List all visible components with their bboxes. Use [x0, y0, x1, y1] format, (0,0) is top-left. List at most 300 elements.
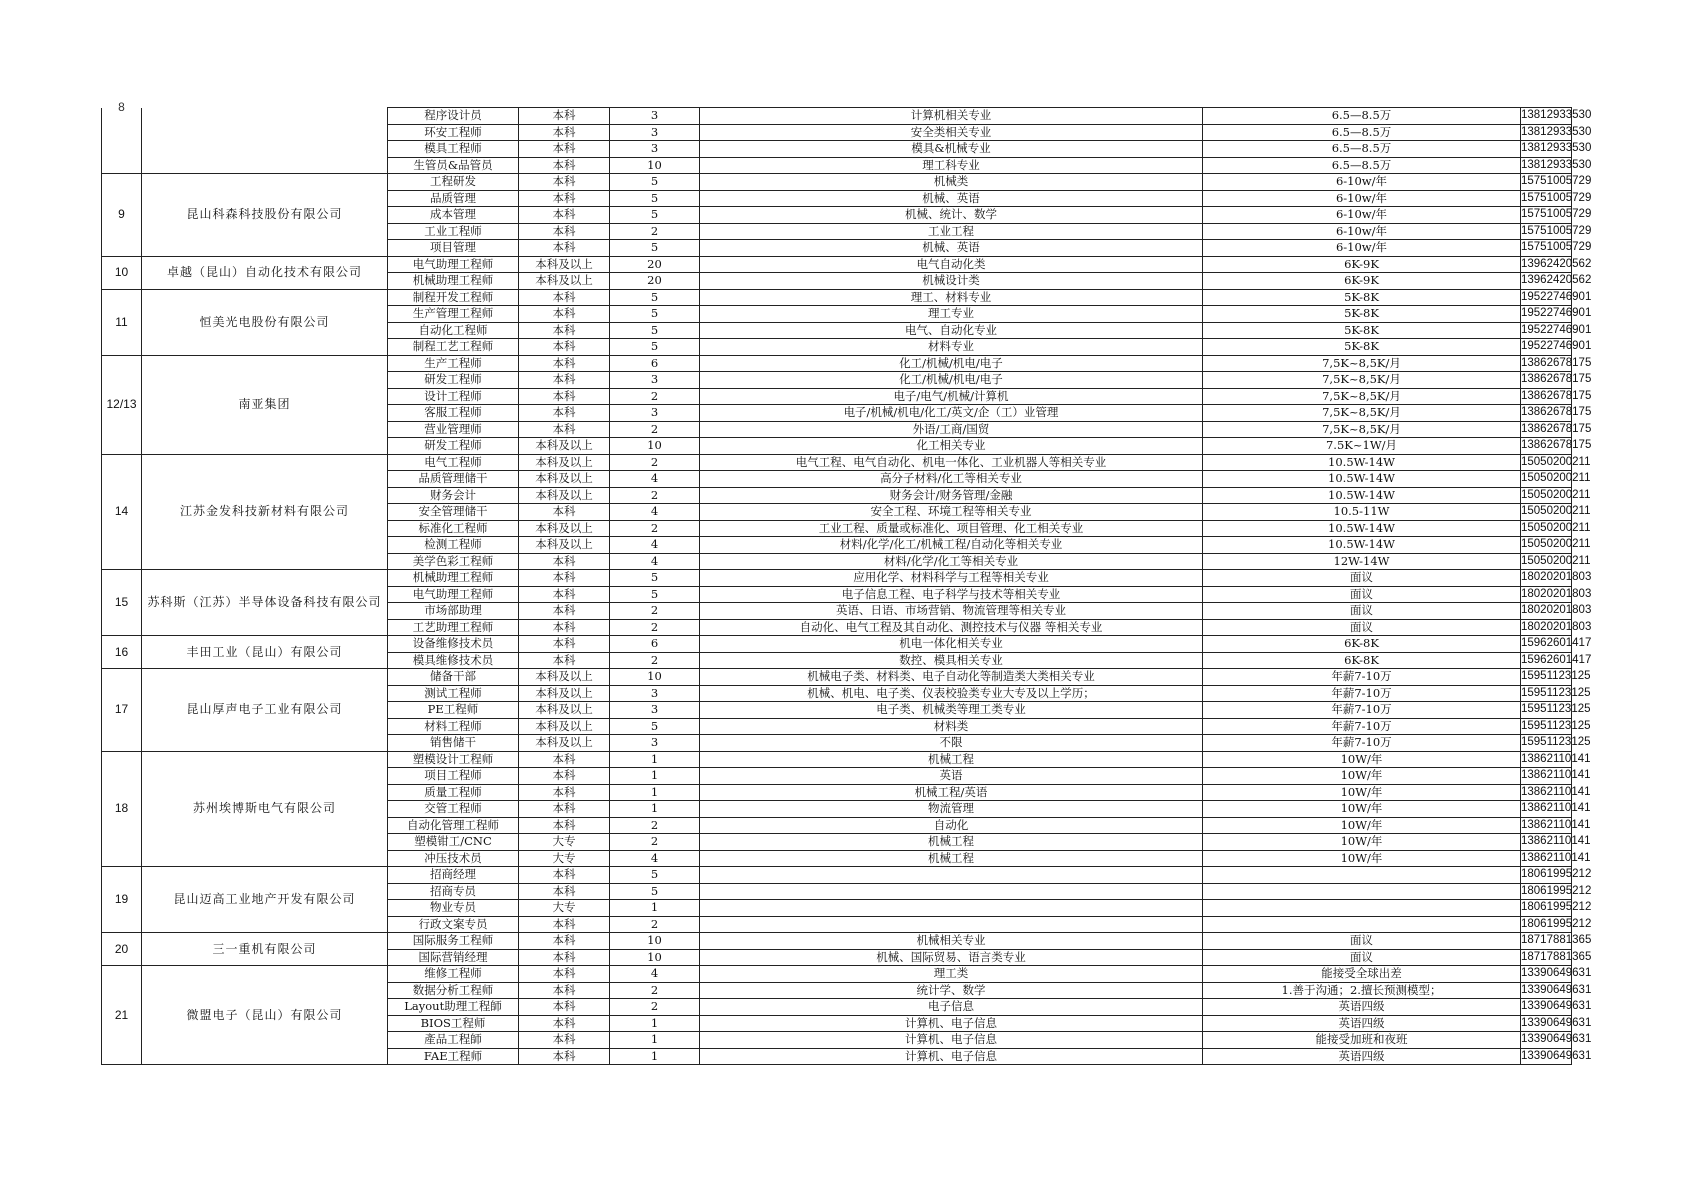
education-cell: 本科 — [519, 652, 610, 669]
job-position-cell: 标准化工程师 — [388, 520, 519, 537]
major-cell: 材料专业 — [700, 339, 1203, 356]
job-position-cell: 测试工程师 — [388, 685, 519, 702]
education-cell: 本科 — [519, 124, 610, 141]
phone-cell: 18020201803 — [1521, 586, 1572, 603]
headcount-cell: 2 — [610, 916, 700, 933]
phone-cell: 13962420562 — [1521, 256, 1572, 273]
major-cell: 机械、国际贸易、语言类专业 — [700, 949, 1203, 966]
company-name-cell: 江苏金发科技新材料有限公司 — [142, 454, 388, 570]
education-cell: 本科 — [519, 141, 610, 158]
headcount-cell: 1 — [610, 751, 700, 768]
education-cell: 本科及以上 — [519, 702, 610, 719]
major-cell: 不限 — [700, 735, 1203, 752]
table-row — [102, 256, 1572, 273]
headcount-cell: 2 — [610, 421, 700, 438]
salary-cell: 6K-9K — [1203, 273, 1521, 290]
salary-cell: 6.5—8.5万 — [1203, 108, 1521, 125]
education-cell: 本科 — [519, 817, 610, 834]
education-cell: 本科 — [519, 405, 610, 422]
phone-cell: 18717881365 — [1521, 933, 1572, 950]
phone-cell: 18020201803 — [1521, 603, 1572, 620]
major-cell: 机械电子类、材料类、电子自动化等制造类大类相关专业 — [700, 669, 1203, 686]
salary-cell: 年薪7-10万 — [1203, 685, 1521, 702]
headcount-cell: 1 — [610, 801, 700, 818]
education-cell: 本科 — [519, 1032, 610, 1049]
headcount-cell: 10 — [610, 669, 700, 686]
company-name-cell: 昆山迈高工业地产开发有限公司 — [142, 867, 388, 933]
salary-cell: 面议 — [1203, 603, 1521, 620]
education-cell: 本科及以上 — [519, 487, 610, 504]
salary-cell: 6K-9K — [1203, 256, 1521, 273]
table-row — [102, 570, 1572, 587]
phone-cell: 13812933530 — [1521, 124, 1572, 141]
salary-cell: 面议 — [1203, 933, 1521, 950]
major-cell: 统计学、数学 — [700, 982, 1203, 999]
education-cell: 本科 — [519, 240, 610, 257]
phone-cell: 15951123125 — [1521, 718, 1572, 735]
job-position-cell: 研发工程师 — [388, 438, 519, 455]
salary-cell: 6K-8K — [1203, 636, 1521, 653]
major-cell: 机械、英语 — [700, 190, 1203, 207]
major-cell: 材料/化学/化工等相关专业 — [700, 553, 1203, 570]
headcount-cell: 10 — [610, 438, 700, 455]
major-cell: 理工、材料专业 — [700, 289, 1203, 306]
major-cell: 工业工程 — [700, 223, 1203, 240]
headcount-cell: 4 — [610, 553, 700, 570]
company-index-cell: 11 — [102, 289, 142, 355]
salary-cell: 7,5K~8,5K/月 — [1203, 355, 1521, 372]
job-position-cell: 塑模钳工/CNC — [388, 834, 519, 851]
major-cell: 电子信息 — [700, 999, 1203, 1016]
headcount-cell: 2 — [610, 834, 700, 851]
phone-cell: 13862110141 — [1521, 784, 1572, 801]
salary-cell — [1203, 916, 1521, 933]
salary-cell: 7,5K~8,5K/月 — [1203, 372, 1521, 389]
headcount-cell: 4 — [610, 966, 700, 983]
phone-cell: 13862678175 — [1521, 438, 1572, 455]
major-cell: 财务会计/财务管理/金融 — [700, 487, 1203, 504]
headcount-cell: 5 — [610, 718, 700, 735]
job-position-cell: 塑模设计工程师 — [388, 751, 519, 768]
education-cell: 本科 — [519, 982, 610, 999]
company-name-cell: 丰田工业（昆山）有限公司 — [142, 636, 388, 669]
education-cell: 本科 — [519, 372, 610, 389]
salary-cell: 年薪7-10万 — [1203, 735, 1521, 752]
job-position-cell: 销售储干 — [388, 735, 519, 752]
salary-cell: 5K-8K — [1203, 322, 1521, 339]
job-position-cell: 招商经理 — [388, 867, 519, 884]
phone-cell: 15050200211 — [1521, 454, 1572, 471]
phone-cell: 15751005729 — [1521, 190, 1572, 207]
company-index-cell: 12/13 — [102, 355, 142, 454]
headcount-cell: 2 — [610, 817, 700, 834]
salary-cell: 英语四级 — [1203, 999, 1521, 1016]
table-row — [102, 966, 1572, 983]
education-cell: 本科 — [519, 586, 610, 603]
phone-cell: 15951123125 — [1521, 702, 1572, 719]
major-cell: 机械、机电、电子类、仪表校验类专业大专及以上学历； — [700, 685, 1203, 702]
headcount-cell: 1 — [610, 768, 700, 785]
major-cell: 电子/电气/机械/计算机 — [700, 388, 1203, 405]
job-position-cell: 财务会计 — [388, 487, 519, 504]
table-row — [102, 108, 1572, 125]
company-name-cell: 微盟电子（昆山）有限公司 — [142, 966, 388, 1065]
job-position-cell: BIOS工程师 — [388, 1015, 519, 1032]
salary-cell: 10W/年 — [1203, 801, 1521, 818]
education-cell: 本科 — [519, 949, 610, 966]
company-index-cell: 15 — [102, 570, 142, 636]
company-index-cell — [102, 99, 142, 174]
salary-cell: 7.5K~1W/月 — [1203, 438, 1521, 455]
job-position-cell: 研发工程师 — [388, 372, 519, 389]
salary-cell: 10.5W-14W — [1203, 487, 1521, 504]
headcount-cell: 1 — [610, 900, 700, 917]
job-position-cell: 自动化管理工程师 — [388, 817, 519, 834]
job-position-cell: 储备干部 — [388, 669, 519, 686]
major-cell: 电子/机械/机电/化工/英文/企（工）业管理 — [700, 405, 1203, 422]
major-cell — [700, 900, 1203, 917]
headcount-cell: 2 — [610, 999, 700, 1016]
phone-cell: 13862110141 — [1521, 768, 1572, 785]
headcount-cell: 20 — [610, 273, 700, 290]
major-cell: 机械工程/英语 — [700, 784, 1203, 801]
job-position-cell: 冲压技术员 — [388, 850, 519, 867]
headcount-cell: 5 — [610, 174, 700, 191]
job-position-cell: 行政文案专员 — [388, 916, 519, 933]
headcount-cell: 2 — [610, 603, 700, 620]
salary-cell: 10W/年 — [1203, 784, 1521, 801]
company-name-cell: 恒美光电股份有限公司 — [142, 289, 388, 355]
job-position-cell: 工业工程师 — [388, 223, 519, 240]
job-position-cell: 物业专员 — [388, 900, 519, 917]
company-index-cell: 17 — [102, 669, 142, 752]
job-position-cell: 营业管理师 — [388, 421, 519, 438]
headcount-cell: 5 — [610, 289, 700, 306]
phone-cell: 19522746901 — [1521, 306, 1572, 323]
company-name-cell: 苏科斯（江苏）半导体设备科技有限公司 — [142, 570, 388, 636]
headcount-cell: 10 — [610, 933, 700, 950]
headcount-cell: 4 — [610, 537, 700, 554]
major-cell: 安全工程、环境工程等相关专业 — [700, 504, 1203, 521]
education-cell: 本科 — [519, 174, 610, 191]
education-cell: 本科 — [519, 801, 610, 818]
headcount-cell: 3 — [610, 372, 700, 389]
phone-cell: 13862110141 — [1521, 801, 1572, 818]
major-cell: 应用化学、材料科学与工程等相关专业 — [700, 570, 1203, 587]
headcount-cell: 6 — [610, 355, 700, 372]
phone-cell: 15050200211 — [1521, 520, 1572, 537]
education-cell: 本科 — [519, 933, 610, 950]
job-position-cell: 自动化工程师 — [388, 322, 519, 339]
phone-cell: 15751005729 — [1521, 223, 1572, 240]
company-index-cell: 18 — [102, 751, 142, 867]
education-cell: 大专 — [519, 900, 610, 917]
job-position-cell: 制程开发工程师 — [388, 289, 519, 306]
salary-cell: 7,5K~8,5K/月 — [1203, 388, 1521, 405]
education-cell: 本科及以上 — [519, 273, 610, 290]
headcount-cell: 3 — [610, 702, 700, 719]
education-cell: 本科 — [519, 355, 610, 372]
major-cell: 自动化 — [700, 817, 1203, 834]
job-position-cell: Layout助理工程師 — [388, 999, 519, 1016]
phone-cell: 13862678175 — [1521, 372, 1572, 389]
company-index-cell: 20 — [102, 933, 142, 966]
phone-cell: 13812933530 — [1521, 157, 1572, 174]
major-cell: 计算机、电子信息 — [700, 1032, 1203, 1049]
company-index-cell: 16 — [102, 636, 142, 669]
phone-cell: 15751005729 — [1521, 207, 1572, 224]
job-position-cell: 材料工程师 — [388, 718, 519, 735]
job-position-cell: 环安工程师 — [388, 124, 519, 141]
headcount-cell: 3 — [610, 685, 700, 702]
education-cell: 本科 — [519, 784, 610, 801]
job-position-cell: 国际服务工程师 — [388, 933, 519, 950]
phone-cell: 13862110141 — [1521, 850, 1572, 867]
headcount-cell: 5 — [610, 586, 700, 603]
major-cell: 外语/工商/国贸 — [700, 421, 1203, 438]
education-cell: 本科 — [519, 339, 610, 356]
salary-cell: 10W/年 — [1203, 817, 1521, 834]
company-name-cell: 昆山科森科技股份有限公司 — [142, 174, 388, 257]
salary-cell: 6K-8K — [1203, 652, 1521, 669]
job-position-cell: 维修工程师 — [388, 966, 519, 983]
major-cell: 化工/机械/机电/电子 — [700, 355, 1203, 372]
headcount-cell: 5 — [610, 883, 700, 900]
phone-cell: 13862678175 — [1521, 405, 1572, 422]
salary-cell: 10W/年 — [1203, 834, 1521, 851]
salary-cell: 10.5W-14W — [1203, 471, 1521, 488]
salary-cell: 6-10w/年 — [1203, 190, 1521, 207]
job-position-cell: 交管工程师 — [388, 801, 519, 818]
headcount-cell: 5 — [610, 570, 700, 587]
education-cell: 本科及以上 — [519, 537, 610, 554]
headcount-cell: 5 — [610, 867, 700, 884]
phone-cell: 13812933530 — [1521, 108, 1572, 125]
salary-cell: 6.5—8.5万 — [1203, 124, 1521, 141]
salary-cell: 10.5W-14W — [1203, 520, 1521, 537]
salary-cell: 面议 — [1203, 619, 1521, 636]
phone-cell: 15050200211 — [1521, 471, 1572, 488]
job-position-cell: 生产工程师 — [388, 355, 519, 372]
major-cell: 物流管理 — [700, 801, 1203, 818]
phone-cell: 18717881365 — [1521, 949, 1572, 966]
major-cell: 机械、统计、数学 — [700, 207, 1203, 224]
job-position-cell: 电气助理工程师 — [388, 256, 519, 273]
major-cell: 计算机、电子信息 — [700, 1015, 1203, 1032]
education-cell: 本科及以上 — [519, 438, 610, 455]
phone-cell: 15951123125 — [1521, 685, 1572, 702]
job-position-cell: 机械助理工程师 — [388, 273, 519, 290]
phone-cell: 13862110141 — [1521, 834, 1572, 851]
job-position-cell: 生产管理工程师 — [388, 306, 519, 323]
headcount-cell: 5 — [610, 306, 700, 323]
headcount-cell: 4 — [610, 850, 700, 867]
salary-cell: 1.善于沟通；2.擅长预测模型； — [1203, 982, 1521, 999]
education-cell: 本科 — [519, 388, 610, 405]
salary-cell: 5K-8K — [1203, 339, 1521, 356]
education-cell: 本科 — [519, 504, 610, 521]
phone-cell: 15050200211 — [1521, 537, 1572, 554]
company-index-cell: 14 — [102, 454, 142, 570]
education-cell: 本科及以上 — [519, 718, 610, 735]
headcount-cell: 1 — [610, 1032, 700, 1049]
job-position-cell: 机械助理工程师 — [388, 570, 519, 587]
education-cell: 大专 — [519, 834, 610, 851]
major-cell: 电子类、机械类等理工类专业 — [700, 702, 1203, 719]
phone-cell: 18061995212 — [1521, 883, 1572, 900]
phone-cell: 15050200211 — [1521, 504, 1572, 521]
education-cell: 本科 — [519, 223, 610, 240]
phone-cell: 13862110141 — [1521, 817, 1572, 834]
salary-cell: 6-10w/年 — [1203, 240, 1521, 257]
job-position-cell: 项目工程师 — [388, 768, 519, 785]
education-cell: 本科 — [519, 883, 610, 900]
major-cell: 理工类 — [700, 966, 1203, 983]
phone-cell: 19522746901 — [1521, 339, 1572, 356]
major-cell: 理工科专业 — [700, 157, 1203, 174]
education-cell: 本科 — [519, 553, 610, 570]
phone-cell: 13390649631 — [1521, 1015, 1572, 1032]
salary-cell: 10W/年 — [1203, 751, 1521, 768]
major-cell: 机械工程 — [700, 850, 1203, 867]
headcount-cell: 5 — [610, 322, 700, 339]
headcount-cell: 4 — [610, 471, 700, 488]
major-cell: 高分子材料/化工等相关专业 — [700, 471, 1203, 488]
job-position-cell: 质量工程师 — [388, 784, 519, 801]
headcount-cell: 1 — [610, 1048, 700, 1065]
job-position-cell: FAE工程师 — [388, 1048, 519, 1065]
education-cell: 本科 — [519, 636, 610, 653]
major-cell: 电气、自动化专业 — [700, 322, 1203, 339]
company-index-cell: 19 — [102, 867, 142, 933]
education-cell: 本科及以上 — [519, 454, 610, 471]
education-cell: 本科 — [519, 108, 610, 125]
salary-cell — [1203, 867, 1521, 884]
salary-cell — [1203, 900, 1521, 917]
salary-cell: 5K-8K — [1203, 306, 1521, 323]
table-row — [102, 174, 1572, 191]
phone-cell: 13390649631 — [1521, 1032, 1572, 1049]
phone-cell: 19522746901 — [1521, 289, 1572, 306]
major-cell: 电气工程、电气自动化、机电一体化、工业机器人等相关专业 — [700, 454, 1203, 471]
education-cell: 本科 — [519, 1048, 610, 1065]
headcount-cell: 5 — [610, 339, 700, 356]
job-position-cell: 美学色彩工程师 — [388, 553, 519, 570]
education-cell: 本科及以上 — [519, 256, 610, 273]
headcount-cell: 3 — [610, 108, 700, 125]
job-position-cell: 电气工程师 — [388, 454, 519, 471]
headcount-cell: 5 — [610, 240, 700, 257]
table-row — [102, 933, 1572, 950]
salary-cell: 7,5K~8,5K/月 — [1203, 421, 1521, 438]
salary-cell: 能接受加班和夜班 — [1203, 1032, 1521, 1049]
salary-cell: 年薪7-10万 — [1203, 702, 1521, 719]
headcount-cell: 4 — [610, 504, 700, 521]
major-cell: 机械类 — [700, 174, 1203, 191]
phone-cell: 13862678175 — [1521, 421, 1572, 438]
company-name-cell: 卓越（昆山）自动化技术有限公司 — [142, 256, 388, 289]
salary-cell: 6.5—8.5万 — [1203, 157, 1521, 174]
job-position-cell: 模具维修技术员 — [388, 652, 519, 669]
phone-cell: 19522746901 — [1521, 322, 1572, 339]
headcount-cell: 10 — [610, 157, 700, 174]
salary-cell: 能接受全球出差 — [1203, 966, 1521, 983]
education-cell: 本科 — [519, 1015, 610, 1032]
education-cell: 本科 — [519, 207, 610, 224]
education-cell: 大专 — [519, 850, 610, 867]
salary-cell: 10W/年 — [1203, 768, 1521, 785]
major-cell: 计算机相关专业 — [700, 108, 1203, 125]
job-position-cell: 国际营销经理 — [388, 949, 519, 966]
major-cell: 模具&机械专业 — [700, 141, 1203, 158]
major-cell: 化工相关专业 — [700, 438, 1203, 455]
phone-cell: 15962601417 — [1521, 652, 1572, 669]
salary-cell: 面议 — [1203, 586, 1521, 603]
salary-cell: 年薪7-10万 — [1203, 718, 1521, 735]
headcount-cell: 3 — [610, 124, 700, 141]
phone-cell: 18020201803 — [1521, 619, 1572, 636]
major-cell — [700, 883, 1203, 900]
headcount-cell: 5 — [610, 190, 700, 207]
salary-cell: 12W-14W — [1203, 553, 1521, 570]
education-cell: 本科及以上 — [519, 471, 610, 488]
salary-cell: 10.5W-14W — [1203, 537, 1521, 554]
phone-cell: 13862678175 — [1521, 388, 1572, 405]
salary-cell: 10.5W-14W — [1203, 454, 1521, 471]
job-position-cell: 生管员&品管员 — [388, 157, 519, 174]
salary-cell: 年薪7-10万 — [1203, 669, 1521, 686]
education-cell: 本科 — [519, 306, 610, 323]
major-cell: 理工专业 — [700, 306, 1203, 323]
education-cell: 本科 — [519, 421, 610, 438]
major-cell — [700, 867, 1203, 884]
major-cell: 机械相关专业 — [700, 933, 1203, 950]
education-cell: 本科及以上 — [519, 520, 610, 537]
job-position-cell: 工艺助理工程师 — [388, 619, 519, 636]
education-cell: 本科 — [519, 570, 610, 587]
job-position-cell: 电气助理工程师 — [388, 586, 519, 603]
phone-cell: 18061995212 — [1521, 867, 1572, 884]
company-index: 8 — [118, 99, 125, 114]
education-cell: 本科 — [519, 867, 610, 884]
salary-cell: 面议 — [1203, 570, 1521, 587]
phone-cell: 13390649631 — [1521, 999, 1572, 1016]
job-position-cell: 制程工艺工程师 — [388, 339, 519, 356]
job-position-cell: 市场部助理 — [388, 603, 519, 620]
headcount-cell: 20 — [610, 256, 700, 273]
phone-cell: 13962420562 — [1521, 273, 1572, 290]
education-cell: 本科 — [519, 157, 610, 174]
headcount-cell: 2 — [610, 520, 700, 537]
job-position-cell: 项目管理 — [388, 240, 519, 257]
salary-cell: 6.5—8.5万 — [1203, 141, 1521, 158]
phone-cell: 13390649631 — [1521, 966, 1572, 983]
major-cell: 化工/机械/机电/电子 — [700, 372, 1203, 389]
job-table-sheet — [101, 99, 1592, 1078]
headcount-cell: 2 — [610, 982, 700, 999]
headcount-cell: 2 — [610, 223, 700, 240]
education-cell: 本科及以上 — [519, 735, 610, 752]
table-row — [102, 751, 1572, 768]
phone-cell: 13862678175 — [1521, 355, 1572, 372]
phone-cell: 15050200211 — [1521, 553, 1572, 570]
job-position-cell: 模具工程师 — [388, 141, 519, 158]
table-row — [102, 355, 1572, 372]
company-index-cell: 9 — [102, 174, 142, 257]
major-cell: 材料/化学/化工/机械工程/自动化等相关专业 — [700, 537, 1203, 554]
salary-cell: 英语四级 — [1203, 1048, 1521, 1065]
phone-cell: 15050200211 — [1521, 487, 1572, 504]
